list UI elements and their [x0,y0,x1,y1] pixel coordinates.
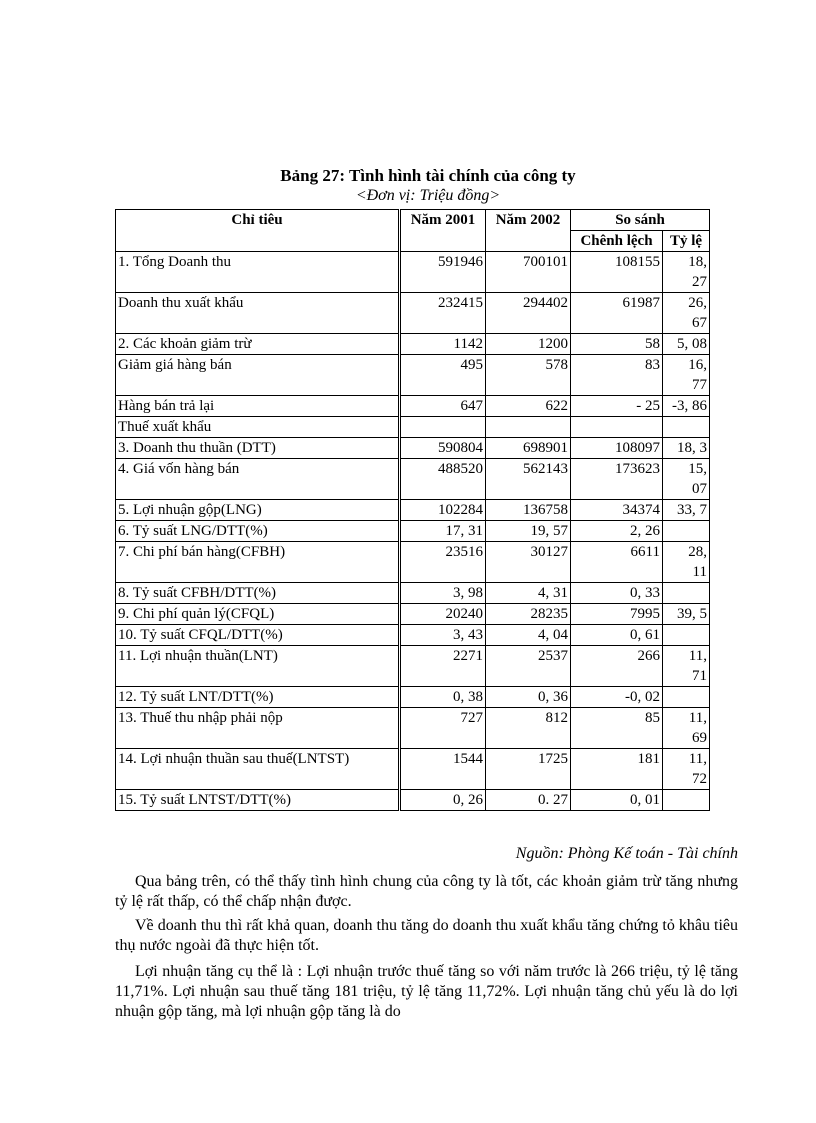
row-ratio [663,687,710,708]
header-ratio: Tỷ lệ [663,231,710,252]
row-difference: 0, 01 [571,790,663,811]
row-ratio: 26, 67 [663,293,710,334]
table-row [116,396,710,417]
row-value-2001: 232415 [400,293,486,334]
row-indicator: 7. Chi phí bán hàng(CFBH) [116,542,400,583]
row-difference: 108155 [571,252,663,293]
table-row [116,355,710,396]
row-indicator: 8. Tỷ suất CFBH/DTT(%) [116,583,400,604]
row-value-2002: 700101 [486,252,571,293]
unit-caption: <Đơn vị: Triệu đồng> [355,187,501,204]
header-indicator: Chỉ tiêu [116,210,400,252]
row-difference: 58 [571,334,663,355]
row-ratio: 39, 5 [663,604,710,625]
row-difference: 108097 [571,438,663,459]
row-ratio: -3, 86 [663,396,710,417]
row-difference [571,417,663,438]
row-difference: 7995 [571,604,663,625]
row-value-2002: 622 [486,396,571,417]
row-indicator: 11. Lợi nhuận thuần(LNT) [116,646,400,687]
row-value-2002: 812 [486,708,571,749]
row-ratio: 15, 07 [663,459,710,500]
row-value-2001: 0, 26 [400,790,486,811]
row-ratio [663,790,710,811]
row-ratio: 28, 11 [663,542,710,583]
row-difference: 34374 [571,500,663,521]
row-difference: 0, 61 [571,625,663,646]
row-value-2002: 578 [486,355,571,396]
row-indicator: 5. Lợi nhuận gộp(LNG) [116,500,400,521]
row-ratio: 16, 77 [663,355,710,396]
header-compare: So sánh [571,210,710,231]
paragraph-1: Qua bảng trên, có thể thấy tình hình chung của công ty là tốt, các khoản giảm trừ tăng nhưng tỷ lệ rất thấp, có thể chấp nhận được. [115,873,738,910]
row-value-2001: 102284 [400,500,486,521]
row-value-2002: 136758 [486,500,571,521]
row-value-2001: 3, 98 [400,583,486,604]
table-body [116,252,710,811]
row-value-2001: 647 [400,396,486,417]
row-value-2001: 23516 [400,542,486,583]
table-row [116,521,710,542]
table-row [116,438,710,459]
table-row [116,334,710,355]
row-value-2002: 4, 31 [486,583,571,604]
row-ratio: 11, 72 [663,749,710,790]
table-row [116,417,710,438]
row-difference: -0, 02 [571,687,663,708]
table-row [116,542,710,583]
row-value-2002: 30127 [486,542,571,583]
row-indicator: Thuế xuất khẩu [116,417,400,438]
row-value-2001: 1142 [400,334,486,355]
row-value-2001: 3, 43 [400,625,486,646]
table-row [116,604,710,625]
table-title: Bảng 27: Tình hình tài chính của công ty [280,166,576,185]
row-value-2001: 727 [400,708,486,749]
row-value-2001: 17, 31 [400,521,486,542]
row-difference: 2, 26 [571,521,663,542]
table-row [116,293,710,334]
row-value-2002: 1200 [486,334,571,355]
row-value-2002: 698901 [486,438,571,459]
row-indicator: Giảm giá hàng bán [116,355,400,396]
row-indicator: 6. Tỷ suất LNG/DTT(%) [116,521,400,542]
row-value-2001: 2271 [400,646,486,687]
row-difference: 266 [571,646,663,687]
row-ratio [663,625,710,646]
row-indicator: 3. Doanh thu thuần (DTT) [116,438,400,459]
row-value-2001: 1544 [400,749,486,790]
row-indicator: 1. Tổng Doanh thu [116,252,400,293]
row-value-2001: 488520 [400,459,486,500]
row-difference: - 25 [571,396,663,417]
table-row [116,625,710,646]
row-ratio [663,417,710,438]
paragraph-3: Lợi nhuận tăng cụ thể là : Lợi nhuận trước thuế tăng so với năm trước là 266 triệu, tỷ lệ tăng 11,71%. Lợi nhuận sau thuế tăng 181 triệu, tỷ lệ tăng 11,72%. Lợi nhuận tăng chủ yếu là do lợi nhuận gộp tăng, mà lợi nhuận gộp tăng là do [115,963,738,1020]
row-value-2001: 590804 [400,438,486,459]
row-ratio: 11, 71 [663,646,710,687]
source-note: Nguồn: Phòng Kế toán - Tài chính [515,845,738,862]
table-row [116,459,710,500]
row-value-2002: 19, 57 [486,521,571,542]
row-ratio [663,521,710,542]
row-ratio [663,583,710,604]
row-ratio: 5, 08 [663,334,710,355]
row-indicator: Doanh thu xuất khẩu [116,293,400,334]
table-row [116,749,710,790]
table-row [116,687,710,708]
row-indicator: 15. Tỷ suất LNTST/DTT(%) [116,790,400,811]
row-indicator: 4. Giá vốn hàng bán [116,459,400,500]
header-row [116,210,710,231]
row-value-2002: 562143 [486,459,571,500]
table-row [116,708,710,749]
table-row [116,790,710,811]
row-value-2002: 4, 04 [486,625,571,646]
row-value-2002: 0, 36 [486,687,571,708]
row-ratio: 18, 3 [663,438,710,459]
row-ratio: 18, 27 [663,252,710,293]
row-value-2002: 28235 [486,604,571,625]
header-year-2001: Năm 2001 [400,210,486,252]
paragraph-2: Về doanh thu thì rất khả quan, doanh thu tăng do doanh thu xuất khẩu tăng chứng tỏ khâu tiêu thụ nước ngoài đã thực hiện tốt. [115,917,738,954]
table-row [116,646,710,687]
table-row [116,500,710,521]
header-year-2002: Năm 2002 [486,210,571,252]
row-difference: 85 [571,708,663,749]
row-value-2001: 0, 38 [400,687,486,708]
row-value-2001: 495 [400,355,486,396]
row-value-2002: 2537 [486,646,571,687]
row-difference: 173623 [571,459,663,500]
header-difference: Chênh lệch [571,231,663,252]
row-value-2001 [400,417,486,438]
row-difference: 181 [571,749,663,790]
row-value-2002: 1725 [486,749,571,790]
row-value-2002: 0. 27 [486,790,571,811]
financial-table [115,209,710,811]
row-difference: 0, 33 [571,583,663,604]
row-value-2002: 294402 [486,293,571,334]
row-indicator: 13. Thuế thu nhập phải nộp [116,708,400,749]
row-indicator: Hàng bán trả lại [116,396,400,417]
row-indicator: 2. Các khoản giảm trừ [116,334,400,355]
row-difference: 83 [571,355,663,396]
table-row [116,583,710,604]
row-indicator: 9. Chi phí quản lý(CFQL) [116,604,400,625]
row-indicator: 14. Lợi nhuận thuần sau thuế(LNTST) [116,749,400,790]
row-value-2001: 591946 [400,252,486,293]
row-value-2001: 20240 [400,604,486,625]
row-difference: 61987 [571,293,663,334]
row-value-2002 [486,417,571,438]
row-difference: 6611 [571,542,663,583]
row-ratio: 33, 7 [663,500,710,521]
row-ratio: 11, 69 [663,708,710,749]
table-row [116,252,710,293]
row-indicator: 12. Tỷ suất LNT/DTT(%) [116,687,400,708]
row-indicator: 10. Tỷ suất CFQL/DTT(%) [116,625,400,646]
